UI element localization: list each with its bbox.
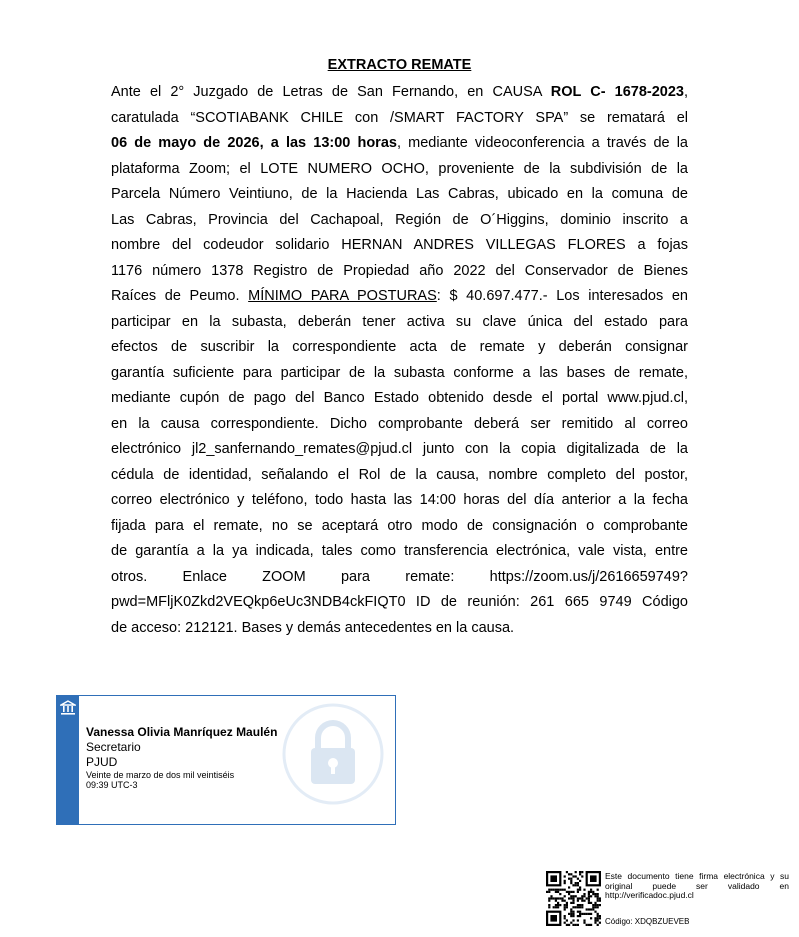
qr-module — [570, 911, 572, 913]
qr-module — [590, 895, 592, 897]
qr-module — [588, 891, 590, 893]
body-text-segment: cédula de identidad, señalando el Rol de la causa, nombre completo del postor, — [111, 466, 688, 483]
qr-module — [548, 897, 550, 899]
qr-module — [597, 897, 599, 899]
qr-module — [566, 871, 568, 873]
body-line — [111, 565, 688, 591]
qr-module — [557, 891, 559, 893]
qr-module — [557, 902, 559, 904]
body-text-segment: Raíces de Peumo. — [111, 288, 249, 304]
qr-module — [588, 924, 590, 926]
qr-module — [583, 900, 585, 902]
qr-module — [570, 891, 572, 893]
signer-role: Secretario — [86, 740, 141, 754]
body-line — [111, 80, 688, 106]
qr-module — [570, 873, 572, 875]
qr-module — [581, 895, 583, 897]
qr-module — [577, 911, 579, 913]
body-text-segment: Ante el 2° Juzgado de Letras de San Fernando, en CAUSA — [111, 84, 551, 100]
qr-module — [588, 893, 590, 895]
qr-module — [579, 911, 581, 913]
qr-module — [597, 895, 599, 897]
qr-module — [599, 904, 601, 906]
qr-module — [566, 891, 568, 893]
qr-module — [594, 902, 596, 904]
body-text-segment: garantía suficiente para participar de la subasta conforme a las bases de remate, — [111, 364, 688, 381]
qr-module — [572, 895, 574, 897]
qr-module — [570, 915, 572, 917]
qr-module — [572, 915, 574, 917]
qr-module — [572, 884, 574, 886]
body-line — [111, 386, 688, 412]
qr-module — [597, 919, 599, 921]
body-line — [111, 106, 688, 132]
qr-module — [592, 891, 594, 893]
qr-module — [577, 878, 579, 880]
qr-module — [570, 882, 572, 884]
qr-module — [590, 891, 592, 893]
qr-module — [577, 897, 579, 899]
qr-module — [590, 924, 592, 926]
qr-module — [566, 902, 568, 904]
qr-module — [559, 904, 561, 906]
qr-module — [594, 904, 596, 906]
qr-module — [550, 875, 557, 882]
qr-module — [579, 897, 581, 899]
qr-module — [579, 871, 581, 873]
qr-module — [588, 895, 590, 897]
qr-module — [564, 895, 566, 897]
lock-icon — [281, 702, 385, 806]
qr-module — [575, 882, 577, 884]
qr-module — [590, 908, 592, 910]
bank-icon — [60, 700, 76, 716]
qr-module — [599, 922, 601, 924]
qr-module — [564, 875, 566, 877]
qr-module — [588, 897, 590, 899]
qr-module — [577, 919, 579, 921]
body-text-segment: caratulada “SCOTIABANK CHILE con /SMART FACTORY SPA” se rematará el — [111, 109, 688, 126]
body-line — [111, 335, 688, 361]
qr-module — [568, 913, 570, 915]
qr-module — [566, 924, 568, 926]
qr-module — [594, 919, 596, 921]
qr-module — [577, 891, 579, 893]
body-text-segment: efectos de suscribir la correspondiente acta de remate y deberán consignar — [111, 339, 688, 355]
qr-module — [557, 906, 559, 908]
body-line — [111, 233, 688, 259]
body-line — [111, 310, 688, 336]
qr-module — [590, 913, 592, 915]
qr-module — [570, 880, 572, 882]
qr-module — [572, 900, 574, 902]
qr-module — [555, 891, 557, 893]
qr-module — [572, 911, 574, 913]
qr-module — [590, 917, 592, 919]
qr-module — [579, 880, 581, 882]
qr-code — [546, 871, 601, 926]
body-line — [111, 539, 688, 565]
body-text-segment: plataforma Zoom; el LOTE NUMERO OCHO, proveniente de la subdivisión de la — [111, 160, 688, 177]
qr-module — [583, 893, 585, 895]
qr-module — [599, 897, 601, 899]
qr-module — [588, 902, 590, 904]
qr-module — [570, 922, 572, 924]
qr-module — [581, 913, 583, 915]
qr-module — [597, 904, 599, 906]
qr-module — [555, 900, 557, 902]
qr-module — [572, 906, 574, 908]
qr-module — [597, 913, 599, 915]
qr-module — [570, 895, 572, 897]
qr-module — [550, 889, 552, 891]
qr-module — [583, 895, 585, 897]
qr-module — [597, 917, 599, 919]
qr-module — [572, 875, 574, 877]
qr-module — [581, 900, 583, 902]
qr-module — [548, 891, 550, 893]
qr-module — [583, 889, 585, 891]
qr-module — [566, 906, 568, 908]
qr-module — [592, 893, 594, 895]
body-text-segment: mediante cupón de pago del Banco Estado obtenido desde el portal www.pjud.cl, — [111, 390, 688, 406]
qr-module — [564, 917, 566, 919]
qr-module — [579, 886, 581, 888]
qr-module — [586, 908, 588, 910]
qr-module — [548, 904, 550, 906]
qr-module — [568, 878, 570, 880]
qr-module — [559, 889, 561, 891]
qr-module — [594, 893, 596, 895]
qr-module — [568, 924, 570, 926]
body-line — [111, 259, 688, 285]
qr-module — [568, 891, 570, 893]
qr-module — [553, 906, 555, 908]
body-text-segment: de acceso: 212121. Bases y demás antecedentes en la causa. — [111, 619, 515, 636]
qr-module — [546, 891, 548, 893]
qr-module — [564, 889, 566, 891]
qr-module — [575, 924, 577, 926]
qr-module — [575, 875, 577, 877]
qr-module — [555, 906, 557, 908]
qr-module — [557, 889, 559, 891]
qr-module — [579, 906, 581, 908]
qr-module — [555, 889, 557, 891]
body-text-segment: , — [683, 84, 688, 100]
qr-module — [568, 873, 570, 875]
qr-module — [566, 919, 568, 921]
body-text-segment: participar en la subasta, deberán tener activa su clave única del estado para — [111, 313, 688, 330]
document-title: EXTRACTO REMATE — [327, 57, 472, 73]
qr-module — [594, 895, 596, 897]
qr-module — [548, 900, 550, 902]
body-text-segment: otros. Enlace ZOOM para remate: https://zoom.us/j/2616659749? — [111, 568, 688, 585]
body-line — [111, 361, 688, 387]
qr-module — [575, 871, 577, 873]
qr-module — [566, 904, 568, 906]
qr-module — [583, 919, 585, 921]
qr-module — [561, 900, 563, 902]
qr-module — [550, 915, 557, 922]
qr-module — [572, 919, 574, 921]
body-line — [111, 131, 688, 157]
body-line — [111, 463, 688, 489]
qr-module — [586, 913, 588, 915]
qr-module — [592, 906, 594, 908]
body-line — [111, 412, 688, 438]
qr-module — [564, 915, 566, 917]
qr-module — [550, 897, 552, 899]
body-line — [111, 616, 688, 642]
qr-module — [588, 900, 590, 902]
signature-date: Veinte de marzo de dos mil veintiséis — [86, 770, 235, 780]
verification-text: Este documento tiene firma electrónica y su original puede ser validado en http://verificadoc.pjud.cl — [605, 871, 789, 900]
signature-time: 09:39 UTC-3 — [86, 780, 138, 790]
qr-module — [577, 906, 579, 908]
qr-module — [575, 884, 577, 886]
qr-module — [575, 906, 577, 908]
qr-module — [594, 906, 596, 908]
qr-module — [557, 897, 559, 899]
qr-module — [572, 913, 574, 915]
qr-module — [597, 900, 599, 902]
qr-module — [559, 893, 561, 895]
qr-module — [577, 889, 579, 891]
qr-module — [557, 904, 559, 906]
signer-org: PJUD — [86, 755, 118, 769]
qr-module — [568, 886, 570, 888]
qr-module — [548, 889, 550, 891]
body-text-segment: Las Cabras, Provincia del Cachapoal, Región de O´Higgins, dominio inscrito a — [111, 211, 688, 228]
body-text-segment: , mediante videoconferencia a través de la — [396, 135, 688, 151]
qr-module — [581, 875, 583, 877]
qr-module — [590, 902, 592, 904]
qr-module — [564, 906, 566, 908]
qr-module — [577, 882, 579, 884]
qr-module — [579, 889, 581, 891]
qr-module — [577, 904, 579, 906]
qr-module — [579, 915, 581, 917]
qr-module — [599, 917, 601, 919]
qr-module — [590, 875, 597, 882]
emphasized-text: ROL C- 1678-2023 — [550, 84, 684, 100]
qr-module — [581, 871, 583, 873]
body-line — [111, 514, 688, 540]
qr-module — [592, 908, 594, 910]
qr-module — [599, 900, 601, 902]
qr-module — [597, 924, 599, 926]
qr-module — [577, 884, 579, 886]
body-text-segment: de garantía a la ya indicada, tales como transferencia electrónica, vale vista, entre — [111, 543, 688, 559]
qr-module — [588, 913, 590, 915]
body-text-segment: pwd=MFljK0Zkd2VEQkp6eUc3NDB4ckFIQT0 ID de reunión: 261 665 9749 Código — [111, 594, 688, 610]
qr-module — [548, 906, 550, 908]
body-line — [111, 157, 688, 183]
body-text-segment: 1176 número 1378 Registro de Propiedad año 2022 del Conservador de Bienes — [111, 262, 688, 279]
qr-module — [568, 897, 570, 899]
qr-module — [583, 922, 585, 924]
qr-module — [586, 897, 588, 899]
qr-module — [568, 893, 570, 895]
qr-module — [597, 906, 599, 908]
body-line — [111, 488, 688, 514]
qr-module — [592, 904, 594, 906]
qr-module — [564, 880, 566, 882]
body-line — [111, 437, 688, 463]
qr-module — [577, 915, 579, 917]
signer-name: Vanessa Olivia Manríquez Maulén — [86, 725, 278, 739]
qr-module — [564, 900, 566, 902]
qr-module — [588, 908, 590, 910]
qr-module — [579, 904, 581, 906]
qr-module — [590, 889, 592, 891]
signature-details — [86, 725, 277, 790]
body-text-segment: correo electrónico y teléfono, todo hasta las 14:00 horas del día anterior a la fecha — [111, 492, 688, 508]
qr-module — [583, 913, 585, 915]
body-line — [111, 208, 688, 234]
qr-module — [572, 897, 574, 899]
body-text-segment: nombre del codeudor solidario HERNAN ANDRES VILLEGAS FLORES a fojas — [111, 237, 688, 253]
qr-module — [597, 915, 599, 917]
qr-module — [553, 889, 555, 891]
qr-module — [594, 917, 596, 919]
qr-module — [570, 902, 572, 904]
qr-module — [577, 924, 579, 926]
body-line — [111, 590, 688, 616]
qr-module — [570, 878, 572, 880]
qr-module — [599, 915, 601, 917]
body-text-segment: en la causa correspondiente. Dicho comprobante deberá ser remitido al correo — [111, 415, 688, 432]
qr-module — [597, 889, 599, 891]
qr-module — [579, 873, 581, 875]
qr-module — [594, 922, 596, 924]
qr-module — [572, 891, 574, 893]
document-body — [111, 80, 688, 641]
qr-module — [564, 882, 566, 884]
emphasized-text: 06 de mayo de 2026, a las 13:00 horas — [111, 135, 397, 151]
qr-module — [564, 908, 566, 910]
qr-module — [581, 897, 583, 899]
qr-module — [570, 897, 572, 899]
qr-module — [572, 924, 574, 926]
qr-module — [559, 897, 561, 899]
body-line — [111, 284, 688, 310]
body-text-segment: : $ 40.697.477.- Los interesados en — [436, 288, 688, 304]
qr-module — [575, 895, 577, 897]
qr-module — [572, 902, 574, 904]
qr-module — [581, 904, 583, 906]
minimum-bid-label: MÍNIMO PARA POSTURAS — [248, 288, 437, 304]
qr-module — [564, 922, 566, 924]
qr-module — [561, 889, 563, 891]
body-text-segment: Parcela Número Veintiuno, de la Hacienda Las Cabras, ubicado en la comuna de — [111, 186, 688, 202]
signature-sidebar — [57, 696, 79, 824]
qr-module — [581, 906, 583, 908]
body-line — [111, 182, 688, 208]
qr-module — [579, 913, 581, 915]
qr-module — [564, 904, 566, 906]
verification-code: Código: XDQBZUEVEB — [605, 917, 690, 926]
body-text-segment: electrónico jl2_sanfernando_remates@pjud.cl junto con la copia digitalizada de la — [111, 441, 688, 457]
qr-module — [555, 897, 557, 899]
qr-module — [550, 895, 552, 897]
qr-module — [597, 893, 599, 895]
signature-box — [56, 695, 396, 825]
body-text-segment: fijada para el remate, no se aceptará otro modo de consignación o comprobante — [111, 517, 688, 534]
qr-module — [594, 911, 596, 913]
qr-module — [586, 924, 588, 926]
qr-module — [561, 897, 563, 899]
qr-module — [555, 904, 557, 906]
qr-module — [570, 908, 572, 910]
qr-module — [553, 897, 555, 899]
qr-module — [577, 900, 579, 902]
qr-module — [570, 913, 572, 915]
